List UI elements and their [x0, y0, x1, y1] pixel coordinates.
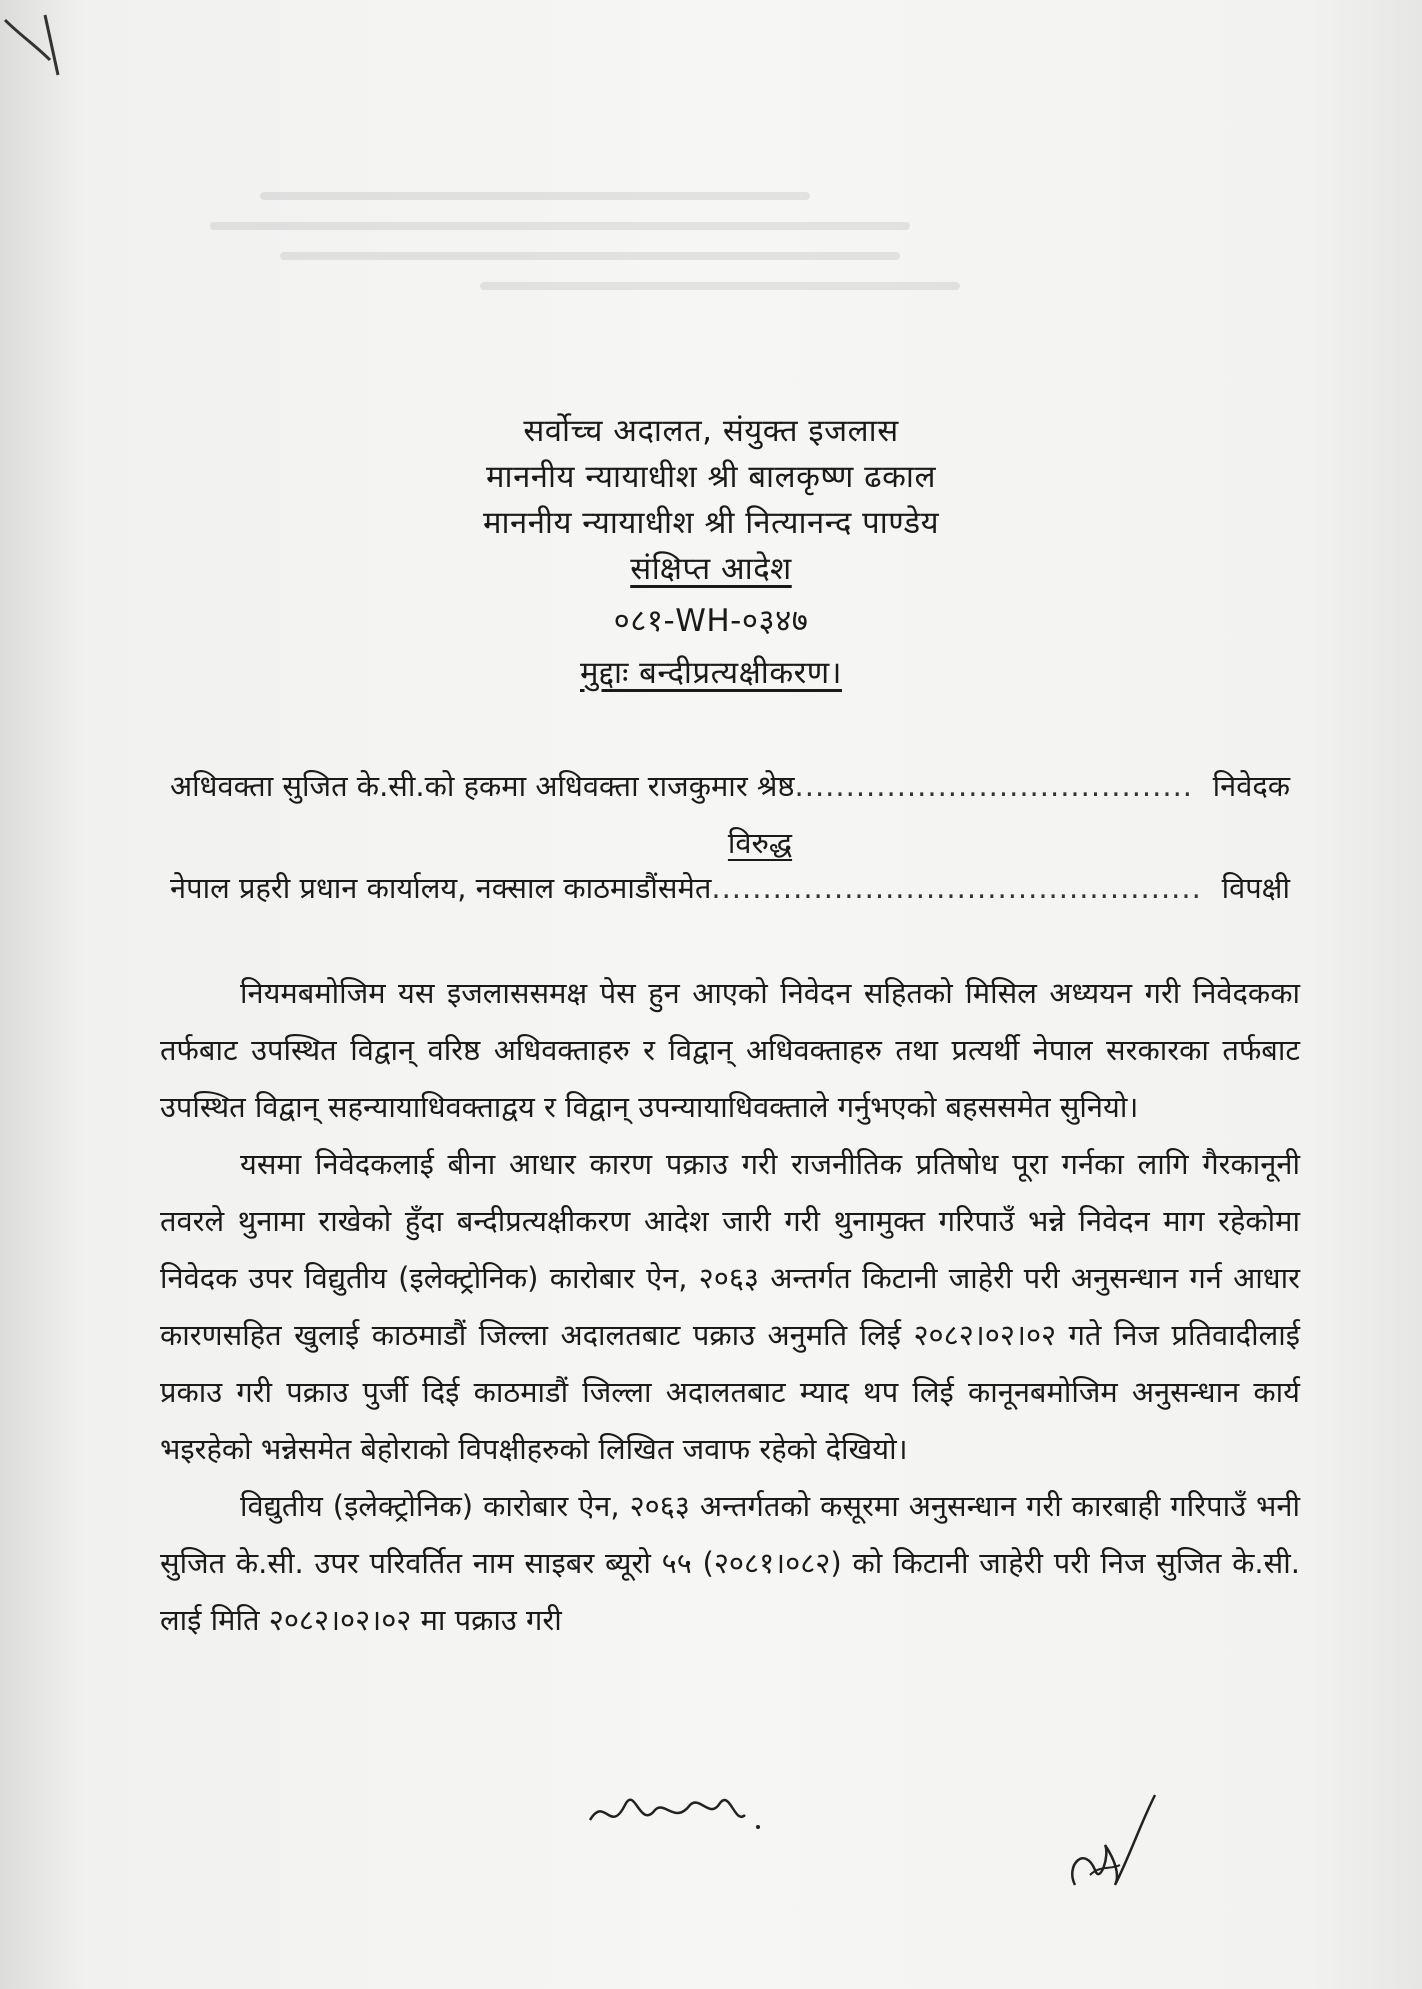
case-subject: मुद्दाः बन्दीप्रत्यक्षीकरण। [580, 655, 842, 691]
dot-leader [711, 871, 1201, 905]
body-paragraph-3: विद्युतीय (इलेक्ट्रोनिक) कारोबार ऐन, २०६३ अन्तर्गतको कसूरमा अनुसन्धान गरी कारबाही गरिपाउँ भनी सुजित के.सी. उपर परिवर्तित नाम साइबर ब्यूरो ५५ (२०८१।०८२) को किटानी जाहेरी परी निज सुजित के.सी. लाई मिति २०८२।०२।०२ मा पक्राउ गरी [160, 1489, 1300, 1637]
petitioner-role: निवेदक [1212, 769, 1290, 803]
bleed-through-text [180, 170, 1180, 380]
petitioner-row [170, 766, 1290, 818]
justice-name-1: माननीय न्यायाधीश श्री बालकृष्ण ढकाल [486, 459, 936, 495]
signature-left [580, 1775, 780, 1845]
versus-label: विरुद्ध [727, 826, 793, 860]
respondent-row [170, 868, 1290, 920]
respondent-name: नेपाल प्रहरी प्रधान कार्यालय, नक्साल काठमाडौंसमेत [170, 871, 712, 905]
body-paragraph-1: नियमबमोजिम यस इजलाससमक्ष पेस हुन आएको निवेदन सहितको मिसिल अध्ययन गरी निवेदकका तर्फबाट उपस्थित विद्वान् वरिष्ठ अधिवक्ताहरु र विद्वान् अधिवक्ताहरु तथा प्रत्यर्थी नेपाल सरकारका तर्फबाट उपस्थित विद्वान् सहन्यायाधिवक्ताद्वय र विद्वान् उपन्यायाधिवक्ताले गर्नुभएको बहससमेत सुनियो। [160, 976, 1300, 1124]
document-header [0, 408, 1422, 696]
corner-pen-mark [0, 0, 90, 90]
signature-right [1055, 1775, 1165, 1905]
body-paragraph-2: यसमा निवेदकलाई बीना आधार कारण पक्राउ गरी राजनीतिक प्रतिषोध पूरा गर्नका लागि गैरकानूनी तवरले थुनामा राखेको हुँदा बन्दीप्रत्यक्षीकरण आदेश जारी गरी थुनामुक्त गरिपाउँ भन्ने निवेदन माग रहेकोमा निवेदक उपर विद्युतीय (इलेक्ट्रोनिक) कारोबार ऐन, २०६३ अन्तर्गत किटानी जाहेरी परी अनुसन्धान गर्न आधार कारणसहित खुलाई काठमाडौं जिल्ला अदालतबाट पक्राउ अनुमति लिई २०८२।०२।०२ गते निज प्रतिवादीलाई प्रकाउ गरी पक्राउ पुर्जी दिई काठमाडौं जिल्ला अदालतबाट म्याद थप लिई कानूनबमोजिम अनुसन्धान कार्य भइरहेको भन्नेसमेत बेहोराको विपक्षीहरुको लिखित जवाफ रहेको देखियो। [160, 1147, 1300, 1466]
case-number: ०८१-WH-०३४७ [613, 603, 809, 639]
justice-name-2: माननीय न्यायाधीश श्री नित्यानन्द पाण्डेय [482, 505, 940, 541]
respondent-role: विपक्षी [1221, 871, 1290, 905]
petitioner-name: अधिवक्ता सुजित के.सी.को हकमा अधिवक्ता राजकुमार श्रेष्ठ [170, 769, 795, 803]
dot-leader [795, 769, 1193, 803]
order-type: संक्षिप्त आदेश [630, 551, 792, 587]
order-body [160, 965, 1300, 1649]
parties-section [170, 766, 1290, 920]
court-title: सर्वोच्च अदालत, संयुक्त इजलास [523, 413, 899, 449]
